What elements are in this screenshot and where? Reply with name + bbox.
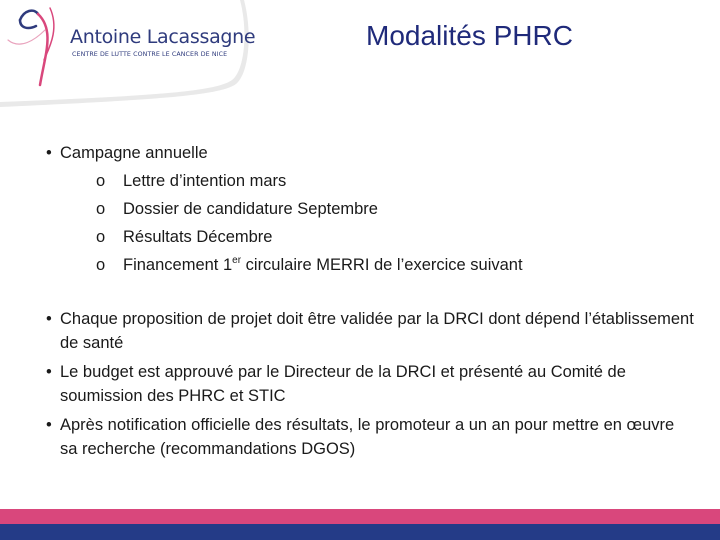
logo-subtitle: CENTRE DE LUTTE CONTRE LE CANCER DE NICE — [72, 51, 228, 58]
bullet-glyph: • — [46, 363, 52, 381]
sub-item — [46, 195, 696, 223]
bullet-item — [46, 307, 696, 355]
footer-bar-blue — [0, 524, 720, 540]
bullet-glyph: • — [46, 144, 52, 162]
sub-glyph: o — [96, 228, 106, 246]
sub-glyph: o — [96, 256, 106, 274]
footer-bar-pink — [0, 509, 720, 524]
sub-item-text-pre: Financement 1 — [123, 256, 233, 274]
sub-glyph: o — [96, 200, 106, 218]
bullet-text: Campagne annuelle — [60, 144, 208, 162]
sub-item-text: Dossier de candidature Septembre — [123, 200, 378, 218]
sub-item-text-post: circulaire MERRI de l’exercice suivant — [241, 256, 523, 274]
sub-item — [46, 167, 696, 195]
slide-title: Modalités PHRC — [366, 20, 573, 51]
logo — [0, 0, 255, 108]
sub-item-text: Résultats Décembre — [123, 228, 273, 246]
bullet-text: Le budget est approuvé par le Directeur de la DRCI et présenté au Comité de soumission des PHRC et STIC — [60, 363, 626, 405]
slide-body — [46, 139, 696, 466]
sub-item — [46, 251, 696, 279]
bullet-glyph: • — [46, 310, 52, 328]
bullet-item — [46, 360, 696, 408]
sub-item-text: Lettre d’intention mars — [123, 172, 287, 190]
bullet-text: Après notification officielle des résultats, le promoteur a un an pour mettre en œuvre sa recherche (recommandations DGOS) — [60, 416, 675, 458]
sub-glyph: o — [96, 172, 106, 190]
bullet-item — [46, 139, 696, 167]
bullet-glyph: • — [46, 416, 52, 434]
bullet-text: Chaque proposition de projet doit être validée par la DRCI dont dépend l’établissement de santé — [60, 310, 694, 352]
bullet-item — [46, 413, 696, 461]
superscript: er — [232, 254, 242, 266]
sub-item — [46, 223, 696, 251]
logo-name: Antoine Lacassagne — [70, 26, 256, 48]
